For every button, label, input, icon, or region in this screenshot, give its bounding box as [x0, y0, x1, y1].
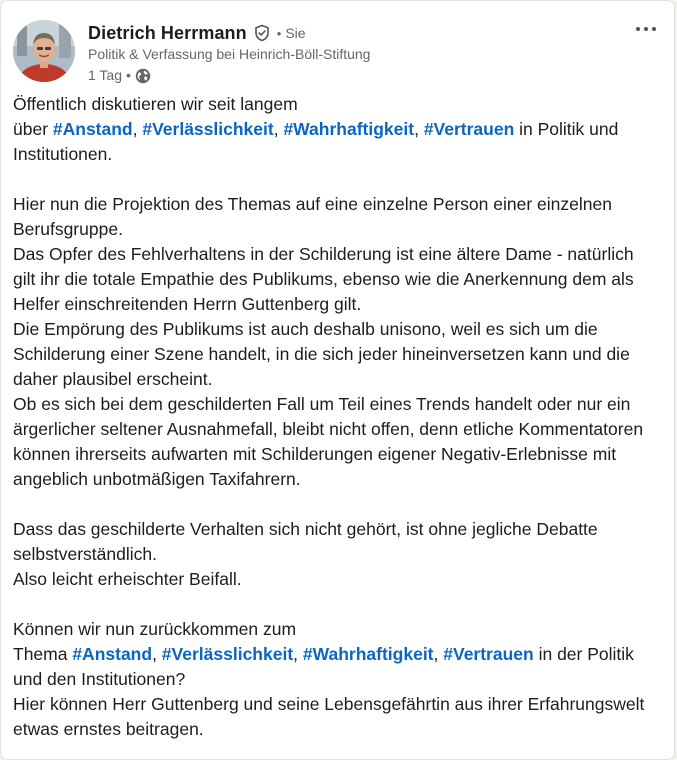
text-fragment: in der Politik und den Institutionen? — [13, 644, 634, 689]
post-line: Öffentlich diskutieren wir seit langem — [13, 94, 298, 114]
post-paragraph: Das Opfer des Fehlverhaltens in der Schilderung ist eine ältere Dame - natürlich gilt ihr die totale Empathie des Publikums, ebenso wie die Anerkennung dem als Helfer einschreitenden Herrn Guttenberg gilt. — [13, 244, 634, 314]
post-text — [13, 92, 656, 742]
post-hashtag-line — [13, 117, 656, 167]
hashtag-anstand-link[interactable]: #Anstand — [52, 119, 133, 139]
post-paragraph: Hier nun die Projektion des Themas auf eine einzelne Person einer einzelnen Berufsgruppe. — [13, 194, 612, 239]
ellipsis-icon-dot — [636, 27, 640, 31]
text-fragment: , — [293, 644, 303, 664]
meta-separator: • — [126, 67, 131, 83]
hashtag-verlaesslichkeit-link[interactable]: #Verlässlichkeit — [161, 644, 294, 664]
post-hashtag-line — [13, 642, 656, 692]
text-fragment: , — [433, 644, 444, 664]
text-fragment: in Politik und Institutionen. — [13, 119, 619, 164]
connection-degree: Sie — [285, 25, 306, 41]
text-fragment: , — [414, 119, 424, 139]
ellipsis-icon-dot — [644, 27, 648, 31]
text-fragment: , — [152, 644, 162, 664]
degree-separator: • — [276, 25, 282, 41]
author-name-row — [88, 21, 614, 45]
globe-icon — [135, 68, 151, 84]
post-time: 1 Tag — [88, 67, 122, 83]
post-meta — [88, 66, 614, 85]
hashtag-vertrauen-link[interactable]: #Vertrauen — [443, 644, 534, 664]
post-paragraph: Also leicht erheischter Beifall. — [13, 569, 242, 589]
paragraph-spacer — [13, 592, 656, 617]
post-paragraph: Können wir nun zurückkommen zum — [13, 619, 297, 639]
text-fragment: Thema — [13, 644, 73, 664]
text-fragment: über — [13, 119, 53, 139]
hashtag-anstand-link[interactable]: #Anstand — [72, 644, 153, 664]
hashtag-wahrhaftigkeit-link[interactable]: #Wahrhaftigkeit — [283, 119, 415, 139]
text-fragment: , — [132, 119, 143, 139]
post-paragraph: Dass das geschilderte Verhalten sich nicht gehört, ist ohne jegliche Debatte selbstverständlich. — [13, 519, 598, 564]
post-paragraph: Hier können Herr Guttenberg und seine Lebensgefährtin aus ihrer Erfahrungswelt etwas ernstes beitragen. — [13, 694, 645, 739]
post-paragraph: Die Empörung des Publikums ist auch deshalb unisono, weil es sich um die Schilderung einer Szene handelt, in die sich jeder hineinversetzen kann und die daher plausibel erscheint. — [13, 319, 630, 389]
hashtag-verlaesslichkeit-link[interactable]: #Verlässlichkeit — [142, 119, 274, 139]
post-header — [1, 1, 674, 91]
text-fragment: , — [273, 119, 284, 139]
avatar[interactable] — [13, 20, 75, 82]
ellipsis-icon-dot — [652, 27, 656, 31]
hashtag-vertrauen-link[interactable]: #Vertrauen — [423, 119, 515, 139]
post-paragraph: Ob es sich bei dem geschilderten Fall um Teil eines Trends handelt oder nur ein ärgerlicher seltener Ausnahmefall, bleibt nicht offen, denn etliche Kommentatoren können ihrerseits aufwarten mit Schilderungen eigener Negativ-Erlebnisse mit angeblich unbotmäßigen Taxifahrern. — [13, 394, 644, 489]
avatar-photo — [13, 20, 75, 82]
paragraph-spacer — [13, 492, 656, 517]
author-block — [88, 21, 614, 85]
paragraph-spacer — [13, 167, 656, 192]
verified-shield-icon — [253, 24, 271, 42]
hashtag-wahrhaftigkeit-link[interactable]: #Wahrhaftigkeit — [302, 644, 434, 664]
author-headline: Politik & Verfassung bei Heinrich-Böll-Stiftung — [88, 46, 371, 62]
author-name[interactable]: Dietrich Herrmann — [88, 22, 247, 43]
more-options-button[interactable] — [632, 15, 660, 43]
